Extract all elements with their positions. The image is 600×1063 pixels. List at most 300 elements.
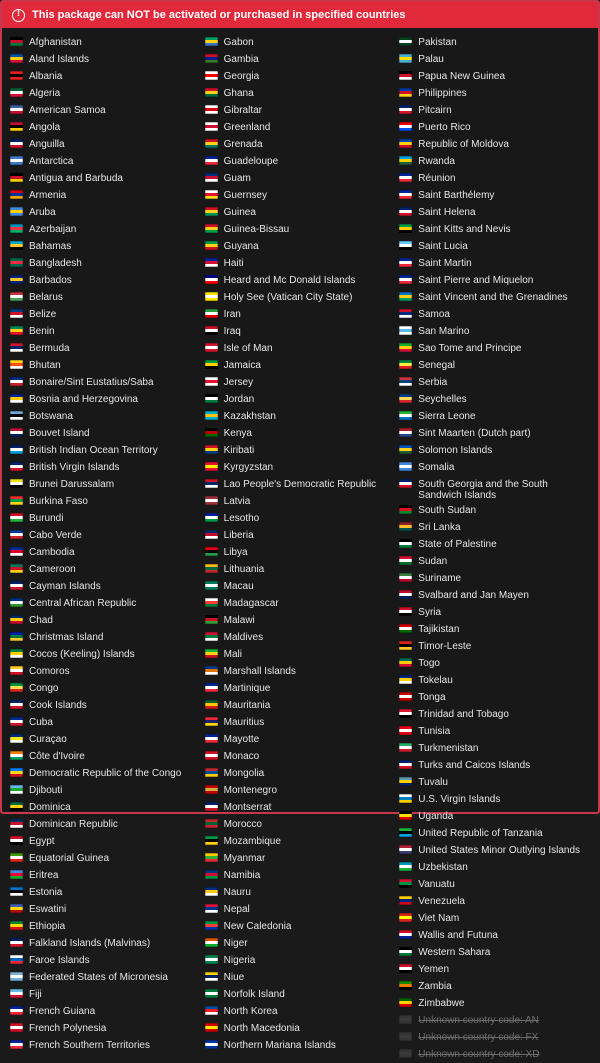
country-name: Djibouti — [29, 784, 63, 796]
flag-icon — [205, 309, 218, 318]
country-name: Guyana — [223, 240, 259, 252]
country-name: Benin — [29, 325, 55, 337]
country-list-item — [8, 748, 199, 765]
flag-icon — [205, 853, 218, 862]
country-list-item — [397, 102, 588, 119]
country-list-item — [203, 136, 394, 153]
country-list-item — [203, 442, 394, 459]
country-list-item — [8, 714, 199, 731]
country-name: Nepal — [223, 903, 250, 915]
flag-icon — [205, 496, 218, 505]
country-name: Northern Mariana Islands — [223, 1039, 336, 1051]
flag-icon — [205, 683, 218, 692]
country-list-item — [203, 187, 394, 204]
country-list-item — [8, 238, 199, 255]
country-name: Niger — [223, 937, 248, 949]
country-name: Bonaire/Sint Eustatius/Saba — [29, 376, 154, 388]
country-list-item — [8, 952, 199, 969]
flag-icon — [205, 530, 218, 539]
country-name: Ethiopia — [29, 920, 66, 932]
country-name: Comoros — [29, 665, 70, 677]
flag-icon — [10, 513, 23, 522]
flag-icon — [10, 54, 23, 63]
flag-icon — [10, 292, 23, 301]
country-list-item — [397, 391, 588, 408]
country-list-item — [203, 731, 394, 748]
country-name: Puerto Rico — [418, 121, 471, 133]
flag-icon — [399, 360, 412, 369]
country-list-item — [203, 561, 394, 578]
country-list-item — [8, 850, 199, 867]
country-name: Saint Helena — [418, 206, 476, 218]
country-name: Jamaica — [223, 359, 261, 371]
country-name: Samoa — [418, 308, 450, 320]
country-list-item — [203, 629, 394, 646]
country-name: Bhutan — [29, 359, 61, 371]
flag-icon — [205, 479, 218, 488]
country-list-item — [203, 918, 394, 935]
flag-icon — [10, 1023, 23, 1032]
country-name: Turkmenistan — [418, 742, 479, 754]
flag-icon — [205, 343, 218, 352]
country-list-item — [397, 570, 588, 587]
country-list-item — [8, 969, 199, 986]
country-list-item — [8, 136, 199, 153]
country-list-item — [203, 408, 394, 425]
flag-icon — [205, 513, 218, 522]
flag-icon — [205, 326, 218, 335]
country-name: Senegal — [418, 359, 455, 371]
flag-icon — [10, 700, 23, 709]
country-list-item — [397, 476, 588, 502]
country-list-item — [397, 357, 588, 374]
country-list-item — [203, 680, 394, 697]
country-name: Isle of Man — [223, 342, 273, 354]
country-name: Myanmar — [223, 852, 266, 864]
country-name: Sierra Leone — [418, 410, 476, 422]
flag-icon — [205, 139, 218, 148]
flag-icon — [399, 879, 412, 888]
flag-icon — [10, 615, 23, 624]
country-name: Nauru — [223, 886, 251, 898]
country-list-item — [203, 1037, 394, 1054]
flag-icon — [205, 1023, 218, 1032]
flag-icon — [10, 343, 23, 352]
country-name: Guadeloupe — [223, 155, 279, 167]
country-list-item — [8, 1003, 199, 1020]
country-list-item — [397, 706, 588, 723]
restriction-banner — [2, 2, 598, 28]
flag-icon — [399, 258, 412, 267]
country-name: Trinidad and Tobago — [418, 708, 509, 720]
country-name: Estonia — [29, 886, 63, 898]
country-list-item — [8, 357, 199, 374]
flag-icon — [10, 802, 23, 811]
country-name: Burundi — [29, 512, 64, 524]
country-name: Fiji — [29, 988, 42, 1000]
flag-icon — [10, 751, 23, 760]
country-list-item — [203, 391, 394, 408]
country-name: Syria — [418, 606, 442, 618]
country-list-item — [203, 986, 394, 1003]
flag-icon — [399, 573, 412, 582]
country-name: Solomon Islands — [418, 444, 493, 456]
country-list-item — [8, 833, 199, 850]
flag-icon — [205, 768, 218, 777]
country-list-item — [397, 791, 588, 808]
flag-icon — [205, 292, 218, 301]
country-name: Tajikistan — [418, 623, 460, 635]
country-list-item — [203, 170, 394, 187]
country-name: Monaco — [223, 750, 260, 762]
flag-icon — [10, 887, 23, 896]
flag-icon — [205, 649, 218, 658]
country-name: Martinique — [223, 682, 271, 694]
country-name: Svalbard and Jan Mayen — [418, 589, 529, 601]
flag-icon — [399, 224, 412, 233]
flag-icon — [10, 649, 23, 658]
flag-icon — [205, 666, 218, 675]
flag-icon — [10, 564, 23, 573]
country-name: Burkina Faso — [29, 495, 88, 507]
country-name: Somalia — [418, 461, 455, 473]
country-list-item — [8, 782, 199, 799]
country-list-item — [203, 323, 394, 340]
country-list-item — [203, 748, 394, 765]
country-name: Anguilla — [29, 138, 65, 150]
country-list-item — [397, 825, 588, 842]
country-list-item — [8, 272, 199, 289]
country-list-item — [8, 476, 199, 493]
country-name: Guinea — [223, 206, 256, 218]
country-list-item — [397, 774, 588, 791]
country-list-item — [8, 527, 199, 544]
country-column-1 — [8, 34, 203, 1051]
flag-icon — [10, 326, 23, 335]
country-name: Belize — [29, 308, 57, 320]
country-name: Falkland Islands (Malvinas) — [29, 937, 151, 949]
country-list-item — [203, 255, 394, 272]
country-list-item — [8, 255, 199, 272]
flag-icon — [399, 624, 412, 633]
flag-icon — [399, 981, 412, 990]
country-name: Libya — [223, 546, 248, 558]
country-name: Mozambique — [223, 835, 281, 847]
flag-icon — [399, 709, 412, 718]
flag-icon — [10, 530, 23, 539]
country-name: Heard and Mc Donald Islands — [223, 274, 356, 286]
country-name: British Virgin Islands — [29, 461, 120, 473]
country-list-item — [203, 493, 394, 510]
country-list-item — [8, 187, 199, 204]
flag-icon — [10, 309, 23, 318]
country-name: Wallis and Futuna — [418, 929, 498, 941]
country-name: Armenia — [29, 189, 67, 201]
alert-circle-icon — [12, 9, 25, 22]
country-list-item — [8, 459, 199, 476]
country-name: Vanuatu — [418, 878, 455, 890]
country-list-item — [203, 357, 394, 374]
flag-icon — [10, 853, 23, 862]
flag-icon — [205, 819, 218, 828]
flag-icon — [205, 275, 218, 284]
country-name: Georgia — [223, 70, 260, 82]
country-name: Yemen — [418, 963, 450, 975]
country-name: Palau — [418, 53, 444, 65]
flag-icon — [205, 547, 218, 556]
country-name: Kenya — [223, 427, 252, 439]
flag-icon — [10, 156, 23, 165]
flag-icon — [399, 190, 412, 199]
flag-icon — [10, 428, 23, 437]
flag-icon — [205, 955, 218, 964]
flag-icon — [10, 445, 23, 454]
flag-icon — [399, 1049, 412, 1058]
country-list-item — [397, 51, 588, 68]
flag-icon — [205, 802, 218, 811]
flag-icon — [399, 930, 412, 939]
country-list-item — [8, 425, 199, 442]
flag-icon — [205, 377, 218, 386]
country-name: Western Sahara — [418, 946, 491, 958]
country-name: Greenland — [223, 121, 271, 133]
country-name: Togo — [418, 657, 440, 669]
country-name: Saint Barthélemy — [418, 189, 495, 201]
flag-icon — [399, 54, 412, 63]
flag-icon — [399, 726, 412, 735]
country-name: Venezuela — [418, 895, 465, 907]
flag-icon — [205, 615, 218, 624]
flag-icon — [399, 156, 412, 165]
flag-icon — [399, 377, 412, 386]
country-list-item — [397, 153, 588, 170]
country-list-item — [203, 782, 394, 799]
country-name: Holy See (Vatican City State) — [223, 291, 353, 303]
country-list-item — [397, 978, 588, 995]
country-list-item — [203, 34, 394, 51]
country-name: Republic of Moldova — [418, 138, 509, 150]
flag-icon — [10, 71, 23, 80]
country-list-item — [397, 289, 588, 306]
flag-icon — [205, 122, 218, 131]
country-list-item — [8, 323, 199, 340]
flag-icon — [205, 462, 218, 471]
flag-icon — [399, 794, 412, 803]
country-list-item — [397, 859, 588, 876]
flag-icon — [205, 632, 218, 641]
flag-icon — [10, 462, 23, 471]
flag-icon — [399, 343, 412, 352]
country-list-item — [397, 221, 588, 238]
country-list-item — [8, 221, 199, 238]
country-column-2 — [203, 34, 398, 1051]
flag-icon — [10, 904, 23, 913]
country-list-item — [397, 272, 588, 289]
flag-icon — [399, 309, 412, 318]
flag-icon — [399, 462, 412, 471]
country-list-item — [397, 340, 588, 357]
country-name: Norfolk Island — [223, 988, 285, 1000]
flag-icon — [10, 105, 23, 114]
country-name: Antarctica — [29, 155, 74, 167]
flag-icon — [399, 658, 412, 667]
flag-icon — [10, 1040, 23, 1049]
flag-icon — [10, 479, 23, 488]
country-name: Eswatini — [29, 903, 67, 915]
flag-icon — [10, 819, 23, 828]
country-list-item — [8, 1037, 199, 1054]
flag-icon — [205, 921, 218, 930]
country-list-item — [203, 867, 394, 884]
country-name: Rwanda — [418, 155, 455, 167]
country-list-item — [203, 85, 394, 102]
country-list-item — [8, 408, 199, 425]
country-name: Cambodia — [29, 546, 75, 558]
country-list-item — [397, 204, 588, 221]
country-list-item — [397, 442, 588, 459]
flag-icon — [10, 734, 23, 743]
country-name: Dominica — [29, 801, 71, 813]
country-list-item — [203, 765, 394, 782]
flag-icon — [10, 190, 23, 199]
country-name: Saint Pierre and Miquelon — [418, 274, 534, 286]
country-name: Aruba — [29, 206, 56, 218]
country-list-item — [397, 808, 588, 825]
country-name: Réunion — [418, 172, 456, 184]
country-name: Liberia — [223, 529, 254, 541]
country-name: Gibraltar — [223, 104, 262, 116]
country-name: Lithuania — [223, 563, 265, 575]
country-list-item — [203, 289, 394, 306]
country-list-item — [8, 51, 199, 68]
country-name: Haiti — [223, 257, 244, 269]
country-name: Mongolia — [223, 767, 265, 779]
flag-icon — [399, 539, 412, 548]
country-list-item — [203, 952, 394, 969]
country-name: Democratic Republic of the Congo — [29, 767, 182, 779]
flag-icon — [399, 241, 412, 250]
country-list-item — [203, 816, 394, 833]
country-list-item — [203, 340, 394, 357]
country-list-item — [8, 799, 199, 816]
country-list-item — [203, 68, 394, 85]
country-list-item — [8, 153, 199, 170]
flag-icon — [399, 896, 412, 905]
flag-icon — [205, 428, 218, 437]
flag-icon — [399, 105, 412, 114]
country-name: Niue — [223, 971, 245, 983]
country-list-item — [397, 187, 588, 204]
country-list-item — [397, 638, 588, 655]
country-name: Tonga — [418, 691, 446, 703]
flag-icon — [399, 505, 412, 514]
country-list-item — [8, 340, 199, 357]
country-list-item — [8, 918, 199, 935]
country-list-item — [397, 553, 588, 570]
country-list-item — [397, 374, 588, 391]
country-list-item — [8, 544, 199, 561]
country-list-item — [203, 272, 394, 289]
flag-icon — [10, 139, 23, 148]
country-list-item — [8, 34, 199, 51]
country-name: Eritrea — [29, 869, 59, 881]
country-list-item — [203, 510, 394, 527]
flag-icon — [10, 632, 23, 641]
flag-icon — [399, 1015, 412, 1024]
flag-icon — [10, 955, 23, 964]
country-name: Uzbekistan — [418, 861, 468, 873]
country-list-item — [397, 136, 588, 153]
flag-icon — [10, 972, 23, 981]
country-name: Nigeria — [223, 954, 256, 966]
flag-icon — [205, 105, 218, 114]
flag-icon — [10, 360, 23, 369]
flag-icon — [399, 964, 412, 973]
country-name: Philippines — [418, 87, 467, 99]
country-list-item — [8, 629, 199, 646]
country-name: Uganda — [418, 810, 454, 822]
country-name: Bouvet Island — [29, 427, 90, 439]
country-name: Gabon — [223, 36, 254, 48]
flag-icon — [399, 590, 412, 599]
country-list-item — [203, 527, 394, 544]
country-name: Saint Kitts and Nevis — [418, 223, 511, 235]
flag-icon — [10, 88, 23, 97]
country-name: Azerbaijan — [29, 223, 77, 235]
flag-icon — [10, 224, 23, 233]
country-name: Jordan — [223, 393, 255, 405]
country-name: French Polynesia — [29, 1022, 107, 1034]
flag-icon — [205, 836, 218, 845]
flag-icon — [10, 921, 23, 930]
country-name: Albania — [29, 70, 63, 82]
flag-icon — [205, 241, 218, 250]
country-list-item — [8, 935, 199, 952]
flag-icon — [10, 598, 23, 607]
flag-icon — [205, 190, 218, 199]
flag-icon — [399, 1032, 412, 1041]
country-list-item — [397, 944, 588, 961]
country-list-item — [397, 34, 588, 51]
country-name: Cameroon — [29, 563, 76, 575]
flag-icon — [399, 947, 412, 956]
country-list-item — [397, 995, 588, 1012]
country-name: North Macedonia — [223, 1022, 300, 1034]
country-list-item — [203, 204, 394, 221]
country-name: Christmas Island — [29, 631, 104, 643]
country-name: Lao People's Democratic Republic — [223, 478, 377, 490]
flag-icon — [10, 785, 23, 794]
flag-icon — [205, 785, 218, 794]
flag-icon — [205, 598, 218, 607]
country-list-item — [397, 536, 588, 553]
country-name: French Guiana — [29, 1005, 96, 1017]
country-list-item — [397, 459, 588, 476]
flag-icon — [205, 156, 218, 165]
country-list-item — [397, 502, 588, 519]
flag-icon — [10, 496, 23, 505]
country-name: Egypt — [29, 835, 55, 847]
country-name: Bangladesh — [29, 257, 82, 269]
country-list-item — [8, 1020, 199, 1037]
flag-icon — [10, 989, 23, 998]
flag-icon — [399, 828, 412, 837]
flag-icon — [399, 411, 412, 420]
flag-icon — [399, 556, 412, 565]
country-list-item — [203, 425, 394, 442]
flag-icon — [399, 37, 412, 46]
country-list-item — [397, 876, 588, 893]
